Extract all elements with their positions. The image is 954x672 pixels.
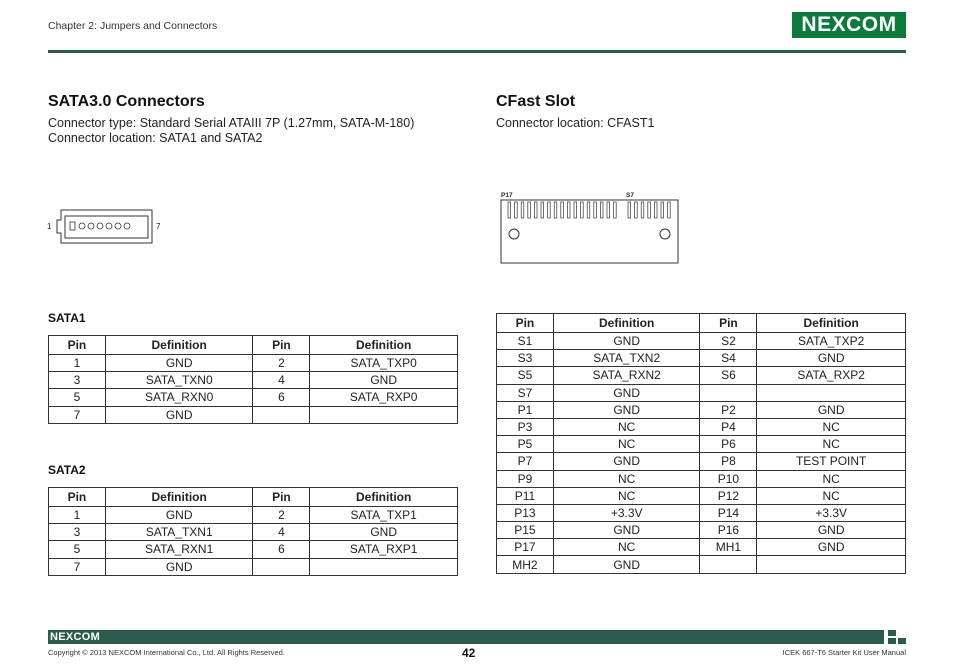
table-cell: 6 xyxy=(253,541,310,558)
table-cell: GND xyxy=(757,401,906,418)
sata-connector-type: Connector type: Standard Serial ATAIII 7P (1.27mm, SATA-M-180) xyxy=(48,116,415,130)
table-cell: S1 xyxy=(497,333,554,350)
table-cell: 3 xyxy=(49,524,106,541)
table-cell: 5 xyxy=(49,541,106,558)
table-cell: +3.3V xyxy=(757,504,906,521)
table-cell: SATA_TXN2 xyxy=(553,350,700,367)
table-cell: GND xyxy=(757,522,906,539)
table-row xyxy=(497,453,906,470)
table-cell: GND xyxy=(757,539,906,556)
table-cell: GND xyxy=(105,507,253,524)
table-cell: S3 xyxy=(497,350,554,367)
cfast-pin-table xyxy=(496,313,906,574)
table-cell: NC xyxy=(553,418,700,435)
footer-decoration xyxy=(888,630,906,644)
table-cell: 5 xyxy=(49,389,106,406)
cfast-contact xyxy=(574,202,577,218)
table-cell: 7 xyxy=(49,406,106,423)
header-divider xyxy=(48,50,906,53)
table-cell: SATA_TXN0 xyxy=(105,372,253,389)
table-cell: GND xyxy=(553,333,700,350)
cfast-contact xyxy=(600,202,603,218)
table-header-row xyxy=(49,336,458,355)
table-row xyxy=(497,384,906,401)
table-row xyxy=(49,406,458,423)
table-cell: SATA_RXP0 xyxy=(310,389,458,406)
table-row xyxy=(49,355,458,372)
table-cell xyxy=(253,558,310,575)
sata-connector-location: Connector location: SATA1 and SATA2 xyxy=(48,131,263,145)
table-cell: GND xyxy=(553,453,700,470)
table-cell: SATA_TXN1 xyxy=(105,524,253,541)
table-cell: S6 xyxy=(700,367,757,384)
table-cell: P12 xyxy=(700,487,757,504)
table-cell: SATA_TXP0 xyxy=(310,355,458,372)
cfast-contact xyxy=(521,202,524,218)
table-cell: SATA_RXP1 xyxy=(310,541,458,558)
table-cell: +3.3V xyxy=(553,504,700,521)
table-row xyxy=(49,541,458,558)
table-cell: P10 xyxy=(700,470,757,487)
cfast-p17-label: P17 xyxy=(501,192,513,199)
table-row xyxy=(497,333,906,350)
table-cell: SATA_TXP2 xyxy=(757,333,906,350)
footer-copyright: Copyright © 2013 NEXCOM International Co., Ltd. All Rights Reserved. xyxy=(48,648,285,657)
table-header-row xyxy=(497,314,906,333)
table-cell: P3 xyxy=(497,418,554,435)
table-cell: P5 xyxy=(497,436,554,453)
table-cell: 6 xyxy=(253,389,310,406)
cfast-contact xyxy=(654,202,657,218)
sata-connector-diagram xyxy=(44,206,168,246)
cfast-contact xyxy=(515,202,518,218)
cfast-s7-label: S7 xyxy=(626,192,634,199)
nexcom-logo xyxy=(792,12,906,38)
table-cell: 4 xyxy=(253,372,310,389)
cfast-contact xyxy=(668,202,671,218)
table-cell: NC xyxy=(757,436,906,453)
manual-title: ICEK 667-T6 Starter Kit User Manual xyxy=(782,648,906,657)
table-row xyxy=(497,504,906,521)
table-cell: GND xyxy=(105,355,253,372)
table-cell: GND xyxy=(553,556,700,573)
table-cell: GND xyxy=(310,372,458,389)
table-cell: MH1 xyxy=(700,539,757,556)
table-row xyxy=(497,418,906,435)
cfast-slot-diagram xyxy=(498,188,682,266)
column-header: Pin xyxy=(253,488,310,507)
table-cell: NC xyxy=(553,470,700,487)
table-cell: GND xyxy=(553,401,700,418)
table-cell: S5 xyxy=(497,367,554,384)
table-cell: SATA_RXN2 xyxy=(553,367,700,384)
cfast-contact xyxy=(661,202,664,218)
sata2-pin-table xyxy=(48,487,458,576)
cfast-contact xyxy=(628,202,631,218)
table-cell xyxy=(757,556,906,573)
table-cell: NC xyxy=(553,487,700,504)
cfast-contact xyxy=(554,202,557,218)
column-header: Pin xyxy=(49,336,106,355)
column-header: Definition xyxy=(553,314,700,333)
table-row xyxy=(497,470,906,487)
table-cell: NC xyxy=(757,487,906,504)
table-cell: S4 xyxy=(700,350,757,367)
table-cell: 2 xyxy=(253,507,310,524)
table-cell: P6 xyxy=(700,436,757,453)
table-cell xyxy=(310,558,458,575)
table-cell xyxy=(253,406,310,423)
table-row xyxy=(497,539,906,556)
table-cell: SATA_RXN1 xyxy=(105,541,253,558)
table-row xyxy=(497,556,906,573)
column-header: Definition xyxy=(757,314,906,333)
table-cell: 2 xyxy=(253,355,310,372)
column-header: Definition xyxy=(105,336,253,355)
table-cell: P9 xyxy=(497,470,554,487)
table-cell: S7 xyxy=(497,384,554,401)
cfast-contact xyxy=(567,202,570,218)
table-cell: GND xyxy=(105,558,253,575)
table-row xyxy=(49,389,458,406)
table-cell: 3 xyxy=(49,372,106,389)
cfast-contact xyxy=(607,202,610,218)
sata-pin7-label: 7 xyxy=(156,222,161,231)
table-cell: 1 xyxy=(49,507,106,524)
cfast-contact xyxy=(587,202,590,218)
cfast-section-title: CFast Slot xyxy=(496,93,576,110)
footer-bar xyxy=(48,630,884,644)
table-row xyxy=(497,350,906,367)
sata2-label: SATA2 xyxy=(48,463,86,477)
table-row xyxy=(497,522,906,539)
table-cell: P17 xyxy=(497,539,554,556)
table-cell: MH2 xyxy=(497,556,554,573)
table-row xyxy=(497,436,906,453)
sata-pin1-label: 1 xyxy=(47,222,52,231)
cfast-contact xyxy=(534,202,537,218)
cfast-contact xyxy=(635,202,638,218)
column-header: Pin xyxy=(253,336,310,355)
sata-section-title: SATA3.0 Connectors xyxy=(48,93,205,110)
table-cell: P14 xyxy=(700,504,757,521)
table-row xyxy=(49,507,458,524)
table-cell: GND xyxy=(553,384,700,401)
logo-text: NEXCOM xyxy=(801,13,897,36)
table-row xyxy=(49,372,458,389)
table-cell: S2 xyxy=(700,333,757,350)
cfast-contact xyxy=(541,202,544,218)
cfast-contact xyxy=(561,202,564,218)
column-header: Pin xyxy=(497,314,554,333)
table-cell: SATA_RXN0 xyxy=(105,389,253,406)
table-cell: P8 xyxy=(700,453,757,470)
table-cell: SATA_TXP1 xyxy=(310,507,458,524)
column-header: Definition xyxy=(310,336,458,355)
table-cell: GND xyxy=(757,350,906,367)
table-cell: P1 xyxy=(497,401,554,418)
table-cell: 7 xyxy=(49,558,106,575)
table-cell: GND xyxy=(105,406,253,423)
cfast-contact xyxy=(641,202,644,218)
cfast-contact xyxy=(548,202,551,218)
cfast-contact xyxy=(594,202,597,218)
cfast-contact xyxy=(581,202,584,218)
table-row xyxy=(497,367,906,384)
page-number: 42 xyxy=(462,646,476,660)
table-row xyxy=(497,487,906,504)
table-cell: P16 xyxy=(700,522,757,539)
table-row xyxy=(49,558,458,575)
table-cell: P7 xyxy=(497,453,554,470)
table-cell xyxy=(700,556,757,573)
table-cell: 1 xyxy=(49,355,106,372)
table-cell: NC xyxy=(757,418,906,435)
cfast-contact xyxy=(508,202,511,218)
table-row xyxy=(49,524,458,541)
column-header: Pin xyxy=(49,488,106,507)
column-header: Definition xyxy=(105,488,253,507)
table-cell: P2 xyxy=(700,401,757,418)
table-cell: 4 xyxy=(253,524,310,541)
table-cell: GND xyxy=(310,524,458,541)
table-cell: P15 xyxy=(497,522,554,539)
table-cell: TEST POINT xyxy=(757,453,906,470)
column-header: Definition xyxy=(310,488,458,507)
cfast-connector-location: Connector location: CFAST1 xyxy=(496,116,655,130)
chapter-title: Chapter 2: Jumpers and Connectors xyxy=(48,20,218,32)
cfast-contact xyxy=(528,202,531,218)
table-cell xyxy=(700,384,757,401)
table-cell: P13 xyxy=(497,504,554,521)
table-row xyxy=(497,401,906,418)
table-cell: NC xyxy=(757,470,906,487)
table-cell: SATA_RXP2 xyxy=(757,367,906,384)
cfast-contact xyxy=(614,202,617,218)
table-cell: P4 xyxy=(700,418,757,435)
sata1-label: SATA1 xyxy=(48,311,86,325)
table-cell: P11 xyxy=(497,487,554,504)
table-cell xyxy=(757,384,906,401)
table-header-row xyxy=(49,488,458,507)
column-header: Pin xyxy=(700,314,757,333)
table-cell: GND xyxy=(553,522,700,539)
table-cell: NC xyxy=(553,539,700,556)
table-cell: NC xyxy=(553,436,700,453)
sata1-pin-table xyxy=(48,335,458,424)
footer-logo: NEXCOM xyxy=(50,631,101,643)
table-cell xyxy=(310,406,458,423)
cfast-contact xyxy=(648,202,651,218)
